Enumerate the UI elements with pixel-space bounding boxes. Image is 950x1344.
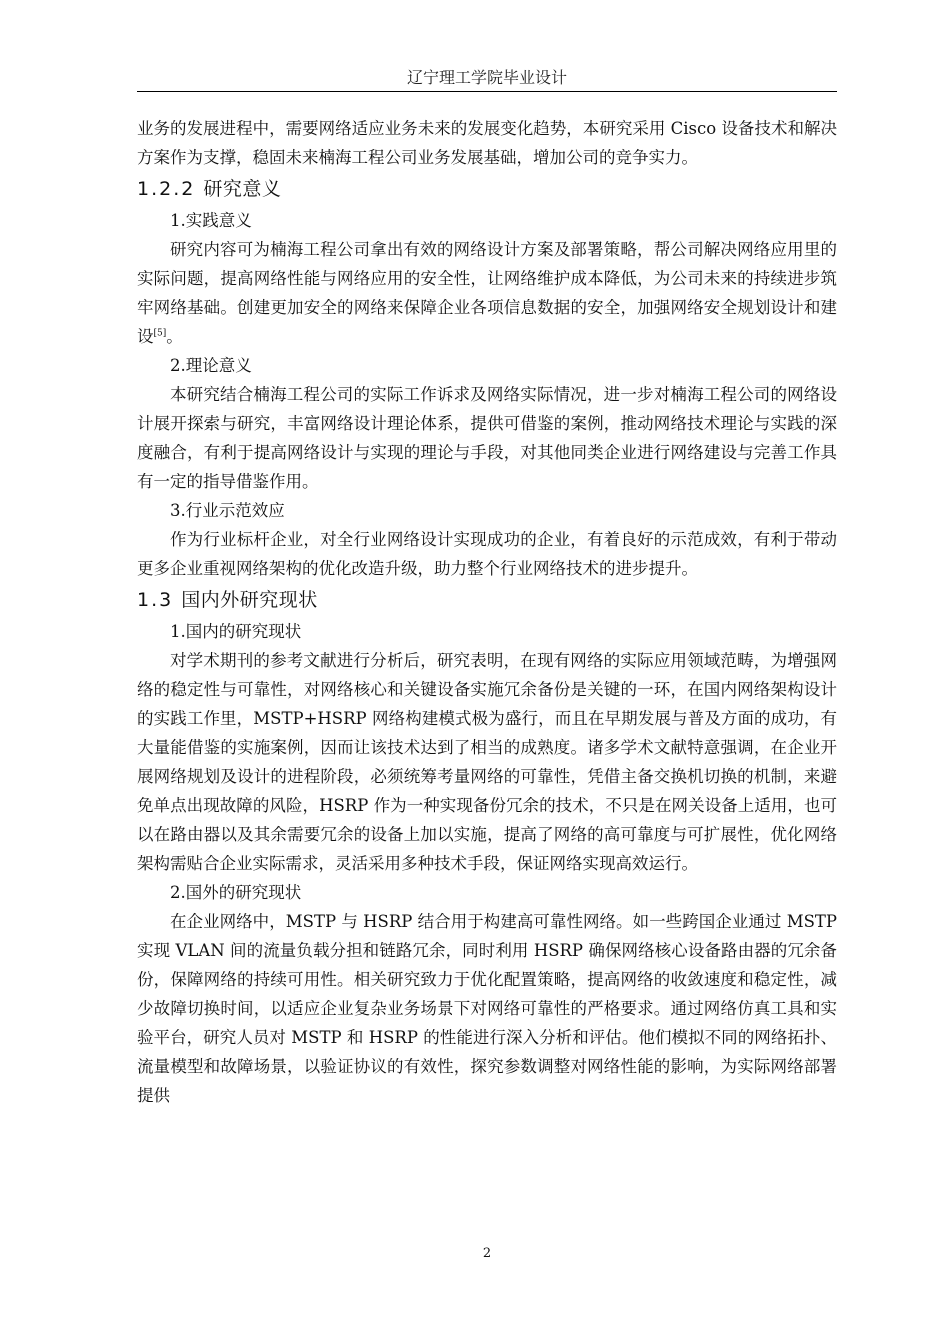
list-item-domestic: 1.国内的研究现状 xyxy=(170,622,302,641)
section-number: 1.2.2 xyxy=(137,178,196,200)
foreign-paragraph: 在企业网络中，MSTP 与 HSRP 结合用于构建高可靠性网络。如一些跨国企业通过 MSTP 实现 VLAN 间的流量负载分担和链路冗余，同时利用 HSRP 确保网络核心设备路由器的冗余备份，保障网络的持续可用性。相关研究致力于优化配置策略，提高网络的收敛速度和稳定性，减少故障切换时间，以适应企业复杂业务场景下对网络可靠性的严格要求。通过网络仿真工具和实验平台，研究人员对 MSTP 和 HSRP 的性能进行深入分析和评估。他们模拟不同的网络拓扑、流量模型和故障场景，以验证协议的有效性，探究参数调整对网络性能的影响，为实际网络部署提供 xyxy=(137,912,837,1105)
section-title: 研究意义 xyxy=(203,178,282,200)
intro-paragraph: 业务的发展进程中，需要网络适应业务未来的发展变化趋势，本研究采用 Cisco 设备技术和解决方案作为支撑，稳固未来楠海工程公司业务发展基础，增加公司的竞争实力。 xyxy=(137,119,837,167)
theory-paragraph: 本研究结合楠海工程公司的实际工作诉求及网络实际情况，进一步对楠海工程公司的网络设计展开探索与研究，丰富网络设计理论体系，提供可借鉴的案例，推动网络技术理论与实践的深度融合，有利于提高网络设计与实现的理论与手段，对其他同类企业进行网络建设与完善工作具有一定的指导借鉴作用。 xyxy=(137,385,837,491)
list-item-demonstration: 3.行业示范效应 xyxy=(170,501,285,520)
section-heading-1-2-2 xyxy=(137,174,837,204)
section-heading-1-3 xyxy=(137,585,837,615)
list-item-practice: 1.实践意义 xyxy=(170,211,252,230)
practice-paragraph xyxy=(137,235,837,351)
domestic-paragraph: 对学术期刊的参考文献进行分析后，研究表明，在现有网络的实际应用领域范畴，为增强网络的稳定性与可靠性，对网络核心和关键设备实施冗余备份是关键的一环，在国内网络架构设计的实践工作里，MSTP+HSRP 网络构建模式极为盛行，而且在早期发展与普及方面的成功，有大量能借鉴的实施案例，因而让该技术达到了相当的成熟度。诸多学术文献特意强调，在企业开展网络规划及设计的进程阶段，必须统筹考量网络的可靠性，凭借主备交换机切换的机制，来避免单点出现故障的风险，HSRP 作为一种实现备份冗余的技术，不只是在网关设备上适用，也可以在路由器以及其余需要冗余的设备上加以实施，提高了网络的高可靠度与可扩展性，优化网络架构需贴合企业实际需求，灵活采用多种技术手段，保证网络实现高效运行。 xyxy=(137,651,837,873)
list-item-foreign: 2.国外的研究现状 xyxy=(170,883,302,902)
page-header-title: 辽宁理工学院毕业设计 xyxy=(406,68,567,87)
header-divider xyxy=(137,91,837,92)
document-body xyxy=(137,114,837,1110)
list-item-theory: 2.理论意义 xyxy=(170,356,252,375)
demonstration-paragraph: 作为行业标杆企业，对全行业网络设计实现成功的企业，有着良好的示范成效，有利于带动更多企业重视网络架构的优化改造升级，助力整个行业网络技术的进步提升。 xyxy=(137,530,837,578)
practice-text-end: 。 xyxy=(166,327,183,346)
section-number: 1.3 xyxy=(137,589,174,611)
page-number: 2 xyxy=(482,1246,492,1261)
section-title: 国内外研究现状 xyxy=(181,589,318,611)
practice-text: 研究内容可为楠海工程公司拿出有效的网络设计方案及部署策略，帮公司解决网络应用里的实际问题，提高网络性能与网络应用的安全性，让网络维护成本降低，为公司未来的持续进步筑牢网络基础。创建更加安全的网络来保障企业各项信息数据的安全，加强网络安全规划设计和建设 xyxy=(137,240,837,346)
citation-reference: [5] xyxy=(153,328,167,339)
